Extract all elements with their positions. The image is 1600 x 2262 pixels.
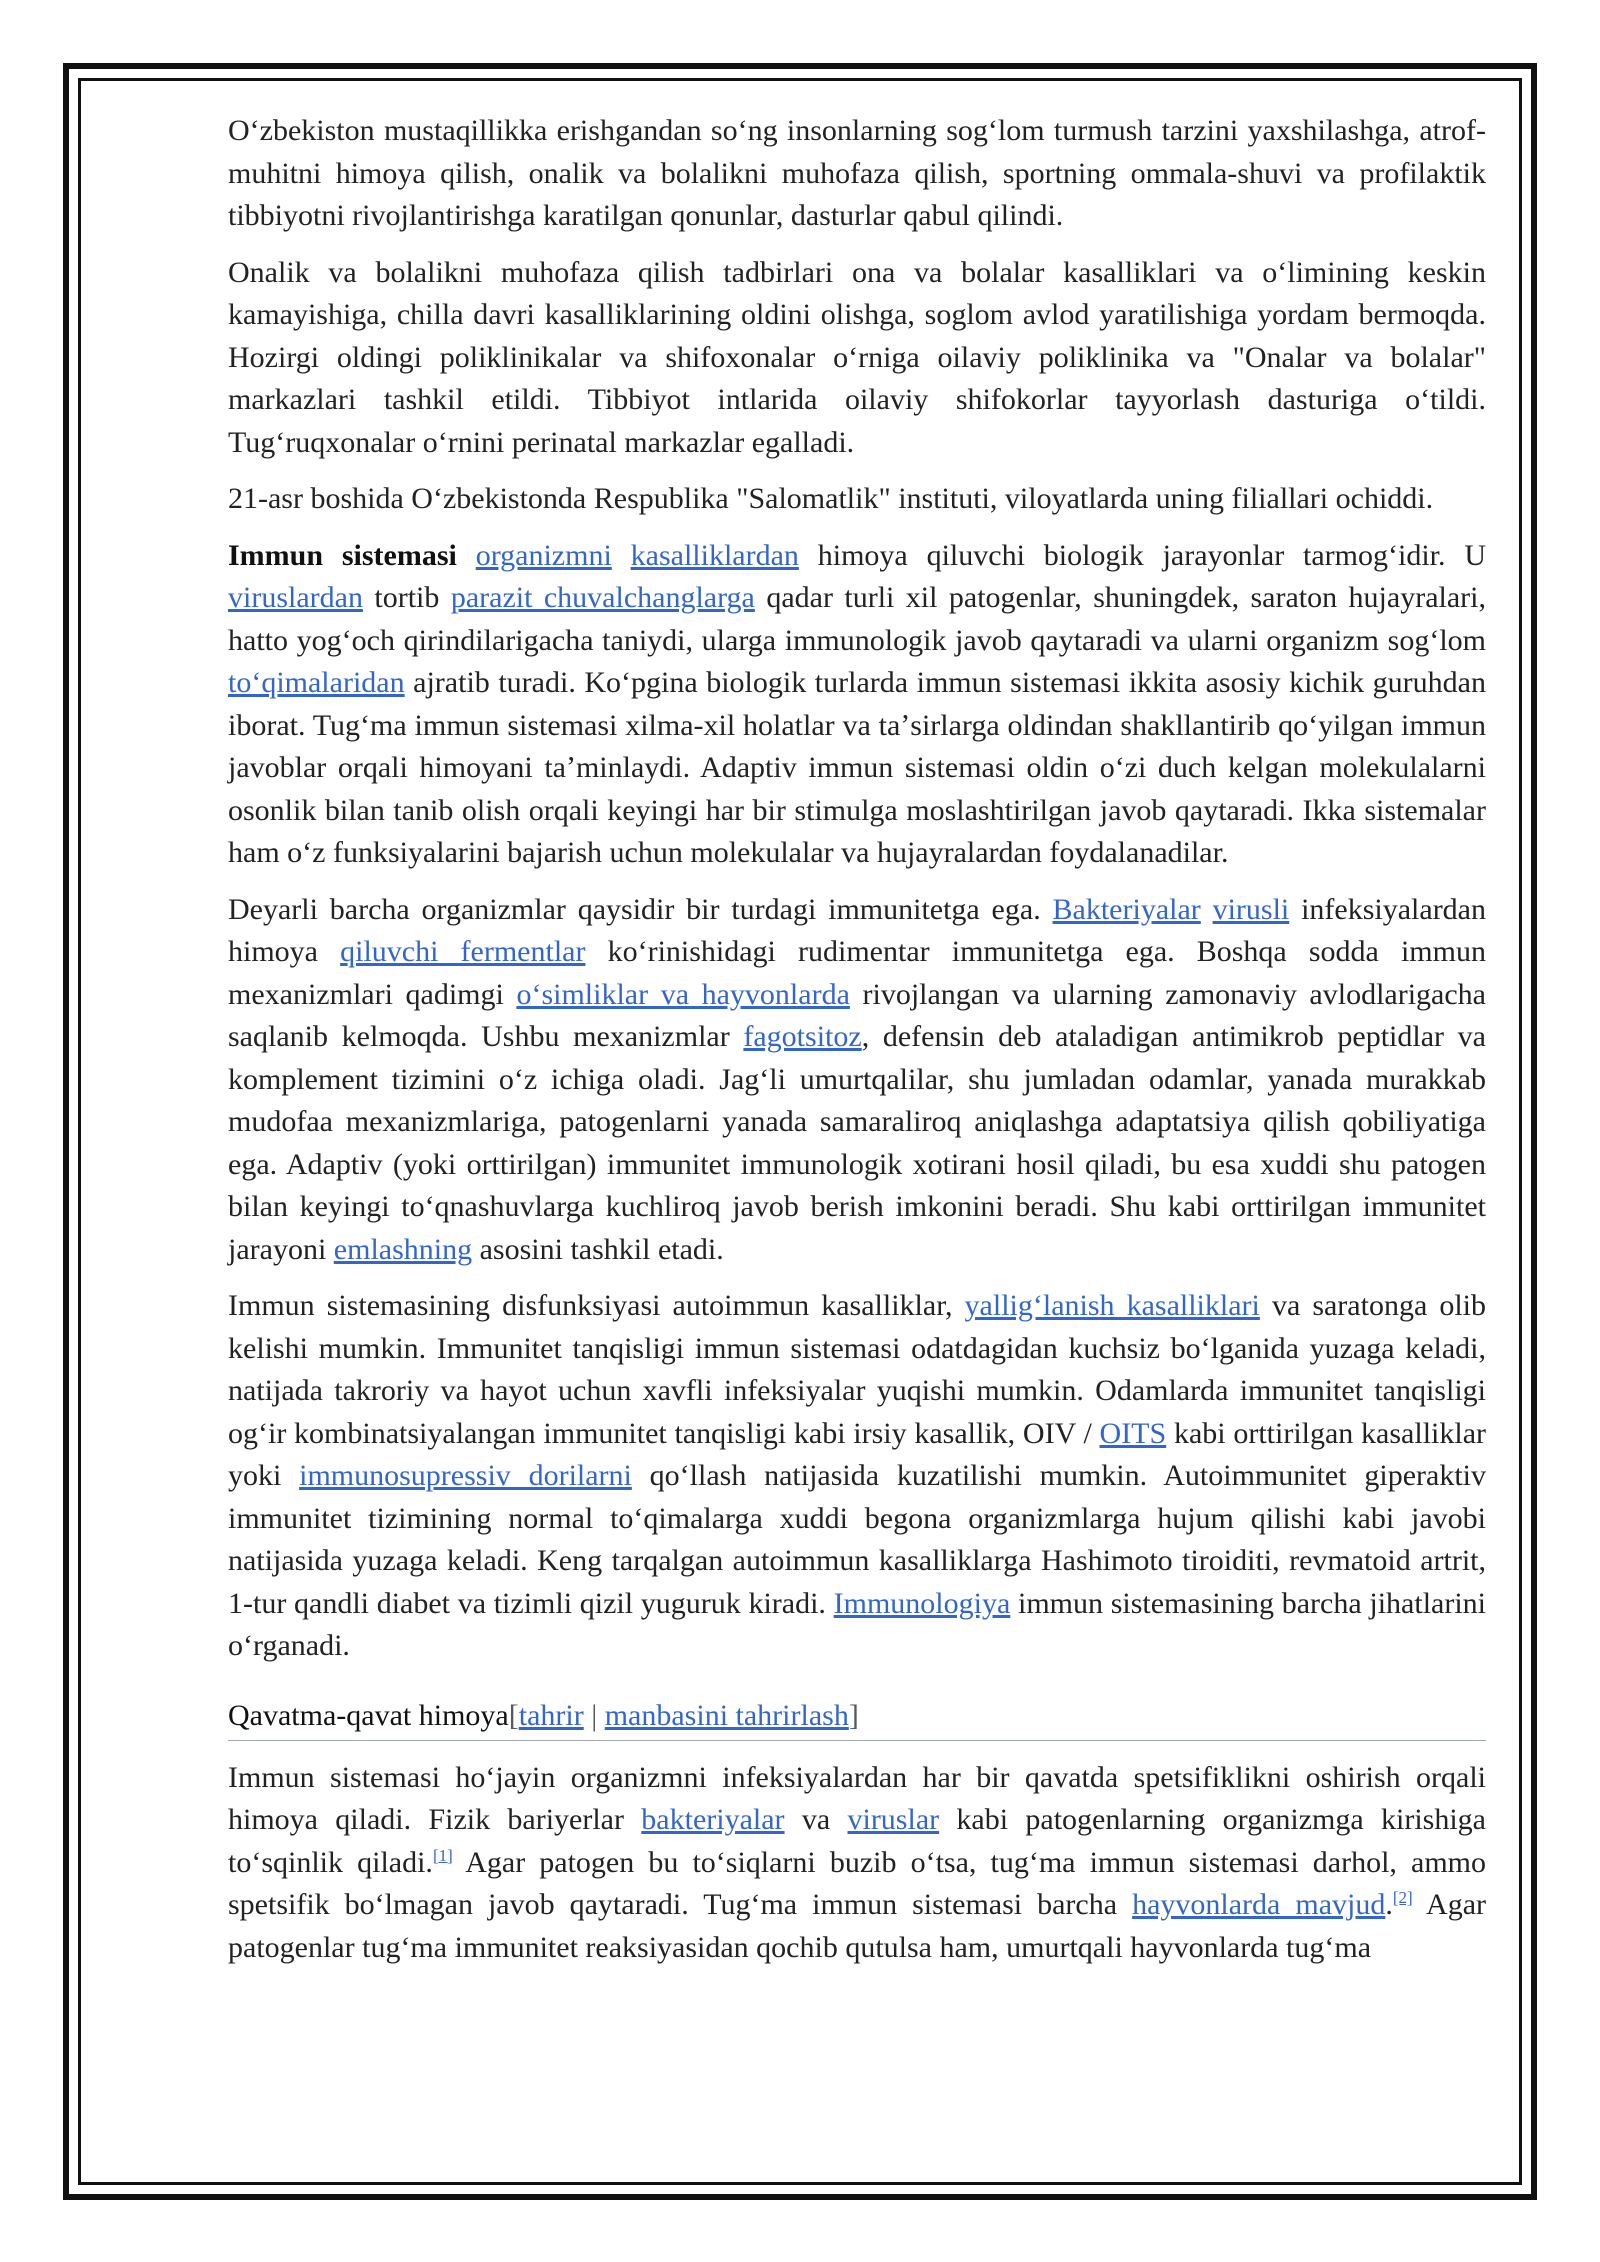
link-parazit[interactable]: parazit chuvalchanglarga <box>450 581 755 614</box>
link-kasalliklardan[interactable]: kasalliklardan <box>630 538 799 572</box>
reference-1 <box>433 1846 453 1865</box>
bold-term: Immun sistemasi <box>228 538 457 572</box>
link-bakteriyalar-2[interactable]: bakteriyalar <box>641 1803 785 1836</box>
text: asosini tashkil etadi. <box>472 1232 724 1266</box>
link-oits[interactable]: OITS <box>1099 1416 1167 1450</box>
edit-bracket-close: ] <box>848 1698 859 1732</box>
text: infeksiyalardan himoya <box>228 892 1486 968</box>
text: Deyarli barcha organizmlar qaysidir bir turdagi immunitetga ega. <box>228 892 1053 926</box>
text: Agar patogen bu toʻsiqlarni buzib oʻtsa, tugʻma immun sistemasi darhol, ammo spetsifik boʻlmagan javob qaytaradi. Tugʻma immun sistemasi barcha <box>228 1845 1486 1921</box>
paragraph-salomatlik: 21-asr boshida Oʻzbekistonda Respublika "Salomatlik" instituti, viloyatlarda uning filiallari ochiddi. <box>228 482 1434 515</box>
link-bakteriyalar[interactable]: Bakteriyalar <box>1052 892 1201 926</box>
text: koʻrinishidagi rudimentar immunitetga ega. Boshqa sodda immun mexanizmlari qadimgi <box>228 935 1486 1011</box>
text: kabi orttirilgan kasalliklar yoki <box>228 1416 1487 1492</box>
text: himoya qiluvchi biologik jarayonlar tarmogʻidir. U <box>798 538 1487 572</box>
edit-separator: | <box>583 1698 605 1732</box>
text: kabi patogenlarning organizmga kirishiga toʻsqinlik qiladi. <box>228 1803 1486 1879</box>
link-fagotsitoz[interactable]: fagotsitoz <box>743 1020 862 1053</box>
text: immun sistemasining barcha jihatlarini oʻrganadi. <box>228 1586 1487 1662</box>
link-virusli[interactable]: virusli <box>1212 892 1290 926</box>
link-toqimalaridan[interactable]: toʻqimalaridan <box>228 666 405 699</box>
text: Agar patogenlar tugʻma immunitet reaksiyasidan qochib qutulsa ham, umurtqali hayvonlarda tugʻma <box>228 1888 1486 1964</box>
link-simliklar[interactable]: oʻsimliklar va hayvonlarda <box>516 977 850 1011</box>
paragraph-immune-system <box>228 535 1486 875</box>
article-body <box>228 110 1486 1983</box>
paragraph-organisms <box>228 889 1486 1272</box>
paragraph-dysfunction <box>228 1285 1486 1668</box>
text: va saratonga olib kelishi mumkin. Immunitet tanqisligi immun sistemasi odatdagidan kuchsiz boʻlganida yuzaga keladi, natijada takroriy va hayot uchun xavfli infeksiyalar yuqishi mumkin. Odamlarda immunitet tanqisligi ogʻir kombinatsiyalangan immunitet tanqisligi kabi irsiy kasallik, OIV / <box>228 1289 1486 1450</box>
text: Immun sistemasining disfunksiyasi autoimmun kasalliklar, <box>228 1289 965 1322</box>
text: ajratib turadi. Koʻpgina biologik turlarda immun sistemasi ikkita asosiy kichik guruhdan iborat. Tugʻma immun sistemasi xilma-xil holatlar va taʼsirlarga oldindan shakllantirib qoʻyilgan immun javoblar orqali himoyani taʼminlaydi. Adaptiv immun sistemasi oldin oʻzi duch kelgan molekulalarni osonlik bilan tanib olish orqali keyingi har bir stimulga moslashtirilgan javob qaytaradi. Ikka sistemalar ham oʻz funksiyalarini bajarish uchun molekulalar va hujayralardan foydalanadilar. <box>228 666 1486 869</box>
edit-source-link[interactable]: manbasini tahrirlash <box>604 1698 849 1732</box>
text: qadar turli xil patogenlar, shuningdek, saraton hujayralari, hatto yogʻoch qirindilarigacha taniydi, ularga immunologik javob qaytaradi va ularni organizm sogʻlom <box>228 581 1486 657</box>
edit-link[interactable]: tahrir <box>518 1698 584 1732</box>
link-yallig[interactable]: yalligʻlanish kasalliklari <box>964 1289 1260 1322</box>
section-title: Qavatma-qavat himoya <box>228 1698 509 1732</box>
link-viruslardan[interactable]: viruslardan <box>228 581 363 614</box>
reference-link-2[interactable]: [2] <box>1392 1888 1413 1907</box>
reference-link-1[interactable]: [1] <box>432 1845 453 1865</box>
link-fermentlar[interactable]: qiluvchi fermentlar <box>340 935 586 968</box>
edit-bracket-open: [ <box>508 1698 519 1732</box>
link-organizmni[interactable]: organizmni <box>475 538 612 572</box>
paragraph-independence: Oʻzbekiston mustaqillikka erishgandan soʻng insonlarning sogʻlom turmush tarzini yaxshilashga, atrof-muhitni himoya qilish, onalik va bolalikni muhofaza qilish, sportning ommala-shuvi va profilaktik tibbiyotni rivojlantirishga karatilgan qonunlar, dasturlar qabul qilindi. <box>228 114 1486 232</box>
text: , defensin deb ataladigan antimikrob peptidlar va komplement tizimini oʻz ichiga oladi. Jagʻli umurtqalilar, shu jumladan odamlar, yanada murakkab mudofaa mexanizmlariga, patogenlarni yanada samaraliroq aniqlashga adaptatsiya qilish qobiliyatiga ega. Adaptiv (yoki orttirilgan) immunitet immunologik xotirani hosil qiladi, bu esa xuddi shu patogen bilan keyingi toʻqnashuvlarga kuchliroq javob berish imkonini beradi. Shu kabi orttirilgan immunitet jarayoni <box>228 1020 1486 1266</box>
text: Immun sistemasi hoʻjayin organizmni infeksiyalardan har bir qavatda spetsifiklikni oshirish orqali himoya qiladi. Fizik bariyerlar <box>228 1760 1486 1836</box>
reference-2 <box>1393 1888 1413 1907</box>
text: tortib <box>362 581 451 614</box>
link-hayvonlarda[interactable]: hayvonlarda mavjud <box>1132 1888 1386 1921</box>
link-immunologiya[interactable]: Immunologiya <box>833 1586 1011 1620</box>
text: qoʻllash natijasida kuzatilishi mumkin. Autoimmunitet giperaktiv immunitet tizimining normal toʻqimalarga xuddi begona organizmlarga hujum qilishi kabi javobi natijasida yuzaga keladi. Keng tarqalgan autoimmun kasalliklarga Hashimoto tiroiditi, revmatoid artrit, 1-tur qandli diabet va tizimli qizil yuguruk kiradi. <box>228 1459 1486 1620</box>
paragraph-layered-defense <box>228 1757 1486 1970</box>
text: va <box>784 1803 848 1836</box>
text: . <box>1385 1888 1393 1921</box>
text: rivojlangan va ularning zamonaviy avlodlarigacha saqlanib kelmoqda. Ushbu mexanizmlar <box>228 977 1486 1053</box>
link-viruslar[interactable]: viruslar <box>847 1803 940 1836</box>
section-heading <box>228 1696 1486 1741</box>
link-immunosupressiv[interactable]: immunosupressiv dorilarni <box>299 1459 632 1492</box>
paragraph-maternity: Onalik va bolalikni muhofaza qilish tadbirlari ona va bolalar kasalliklari va oʻlimining keskin kamayishiga, chilla davri kasalliklarining oldini olishga, soglom avlod yaratilishiga yordam bermoqda. Hozirgi oldingi poliklinikalar va shifoxonalar oʻrniga oilaviy poliklinika va "Onalar va bolalar" markazlari tashkil etildi. Tibbiyot intlarida oilaviy shifokorlar tayyorlash dasturiga oʻtildi. Tugʻruqxonalar oʻrnini perinatal markazlar egalladi. <box>228 255 1486 459</box>
link-emlashning[interactable]: emlashning <box>333 1232 473 1266</box>
